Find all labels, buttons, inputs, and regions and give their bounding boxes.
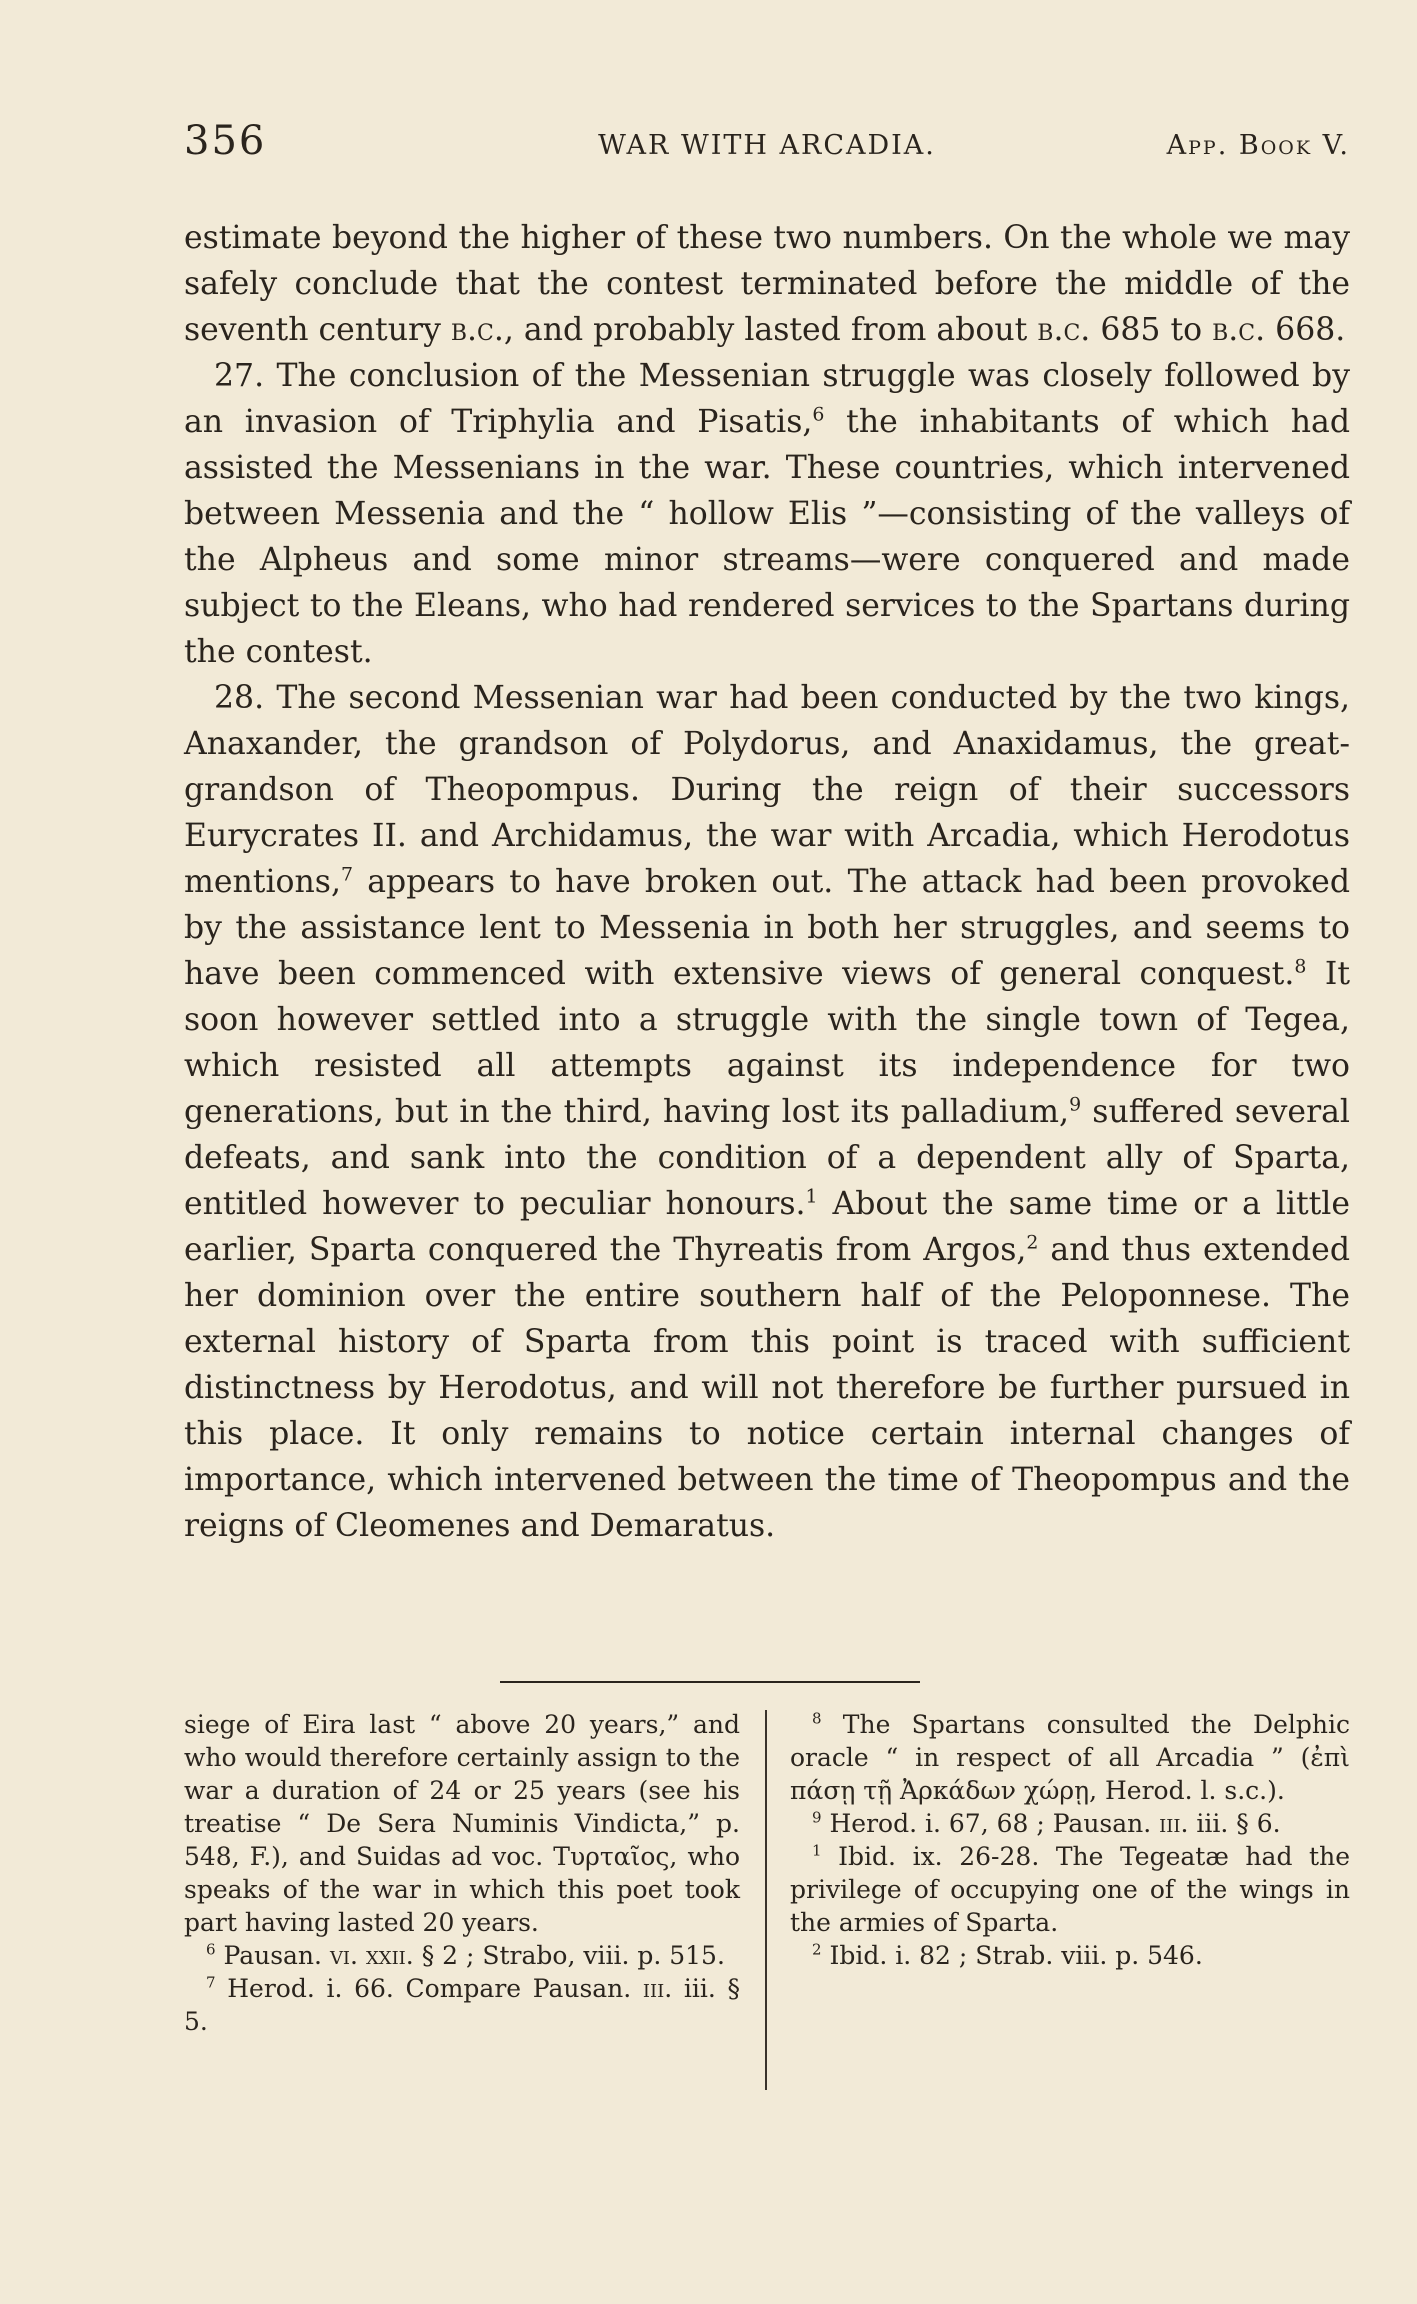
footnote-ref-6: 6 — [812, 403, 825, 426]
footnote-ref-2: 2 — [1026, 1231, 1039, 1254]
footnote-2: $^2$ Ibid. i. 82 ; Strab. viii. p. 546. — [812, 1940, 1203, 1970]
footnote-column-divider — [765, 1710, 767, 2090]
footnote-8: $^8$ The Spartans consulted the Delphic oracle “ in respect of all Arcadia ” (ἐπὶ πάσῃ τῇ Ἀρκάδων χώρῃ, Herod. l. s.c.). — [790, 1709, 1350, 1805]
footnote-9: $^9$ Herod. i. 67, 68 ; Pausan. iii. iii. § 6. — [812, 1808, 1281, 1838]
running-title: WAR WITH ARCADIA. — [598, 130, 936, 161]
paragraph-28: 28. The second Messenian war had been conducted by the two kings, Anaxander, the grandson of Polydorus, and Anaxidamus, the great-grandson of Theopompus. During the reign of their successors Eurycrates II. and Archidamus, the war with Arcadia, which Herodotus mentions,$^7$ appears to have broken out. The attack had been provoked by the assistance lent to Messenia in both her struggles, and seems to have been commenced with extensive views of general conquest.$^8$ It soon however settled into a struggle with the single town of Tegea, which resisted all attempts against its independence for two generations, but in the third, having lost its palladium,$^9$ suffered several defeats, and sank into the condition of a dependent ally of Sparta, entitled however to peculiar honours.$^1$ About the same time or a little earlier, Sparta conquered the Thyreatis from Argos,$^2$ and thus extended her dominion over the entire southern half of the Peloponnese. The external history of Sparta from this point is traced with sufficient distinctness by Herodotus, and will not therefore be further pursued in this place. It only remains to notice certain internal changes of importance, which intervened between the time of Theopompus and the reigns of Cleomenes and Demaratus. — [184, 680, 1350, 1544]
footnotes-left-column — [184, 1708, 740, 2038]
footnote-ref-7: 7 — [340, 863, 353, 886]
paragraph-continuation: estimate beyond the higher of these two numbers. On the whole we may safely conclude that the contest terminated before the middle of the seventh century b.c., and probably lasted from about b.c. 685 to b.c. 668. — [184, 220, 1350, 348]
footnotes-right-column — [790, 1708, 1350, 1972]
footnote-7: $^7$ Herod. i. 66. Compare Pausan. iii. iii. § 5. — [184, 1973, 740, 2036]
footnote-continued: siege of Eira last “ above 20 years,” and who would therefore certainly assign to the war a duration of 24 or 25 years (see his treatise “ De Sera Numinis Vindicta,” p. 548, F.), and Suidas ad voc. Τυρταῖος, who speaks of the war in which this poet took part having lasted 20 years. — [184, 1710, 740, 1937]
footnote-separator — [500, 1681, 920, 1683]
footnote-ref-1: 1 — [805, 1185, 818, 1208]
page-number: 356 — [184, 118, 267, 164]
running-header — [184, 118, 1350, 170]
footnote-ref-8: 8 — [1294, 955, 1307, 978]
footnote-6: $^6$ Pausan. vi. xxii. § 2 ; Strabo, viii. p. 515. — [206, 1940, 725, 1970]
section-reference: App. Book V. — [1166, 130, 1350, 161]
footnote-1: $^1$ Ibid. ix. 26-28. The Tegeatæ had the privilege of occupying one of the wings in the armies of Sparta. — [790, 1841, 1350, 1937]
main-text — [184, 215, 1350, 1549]
footnote-ref-9: 9 — [1069, 1093, 1082, 1116]
paragraph-27: 27. The conclusion of the Messenian struggle was closely followed by an invasion of Triphylia and Pisatis,$^6$ the inhabitants of which had assisted the Messenians in the war. These countries, which intervened between Messenia and the “ hollow Elis ”—consisting of the valleys of the Alpheus and some minor streams—were conquered and made subject to the Eleans, who had rendered services to the Spartans during the contest. — [184, 358, 1350, 670]
